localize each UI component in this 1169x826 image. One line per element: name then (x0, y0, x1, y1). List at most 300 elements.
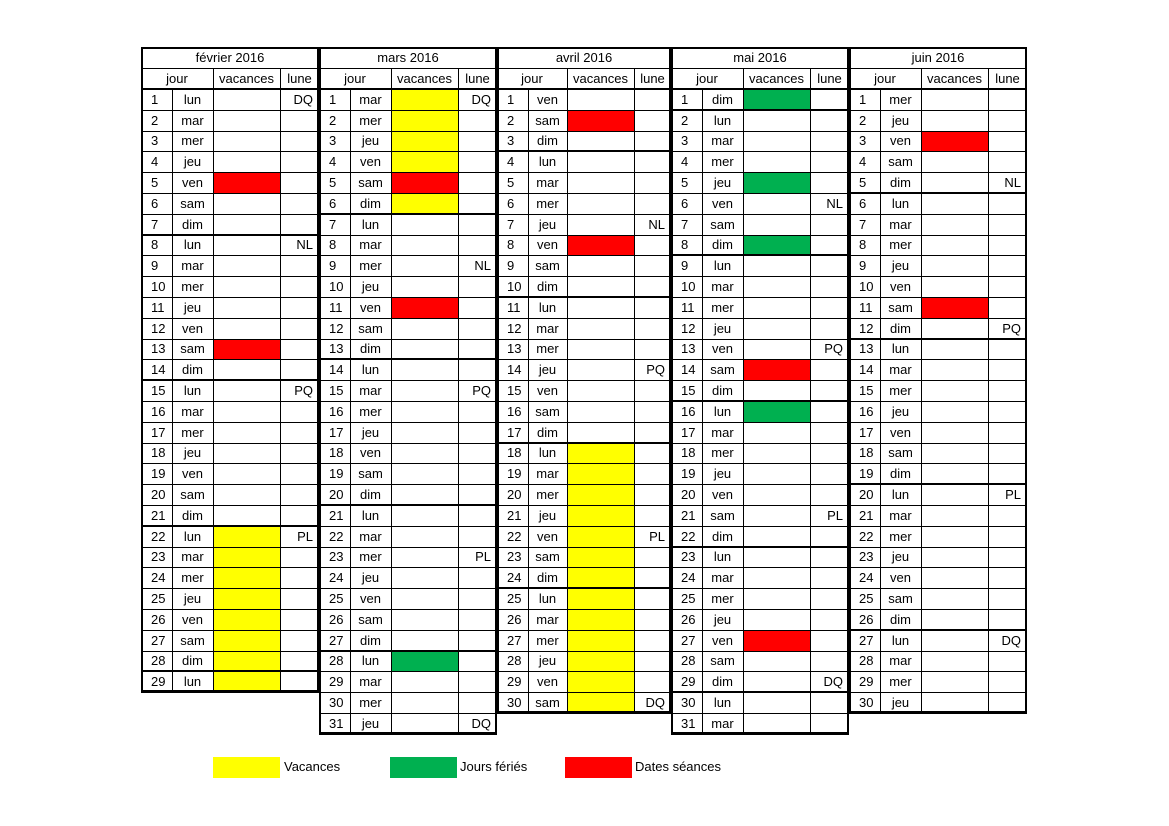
day-number: 23 (681, 549, 696, 565)
day-number: 4 (681, 154, 689, 170)
day-moon-phase (634, 172, 671, 193)
grid-line (671, 484, 849, 485)
day-number: 28 (507, 653, 522, 669)
day-moon-phase (634, 235, 671, 256)
grid-line (141, 609, 319, 610)
grid-line (319, 443, 497, 444)
grid-line (849, 151, 1027, 152)
day-weekday: jeu (361, 715, 380, 731)
day-moon-phase (810, 484, 849, 505)
grid-line (849, 110, 1027, 111)
day-number: 19 (859, 466, 874, 482)
legend (0, 757, 1169, 779)
grid-line (497, 422, 671, 423)
day-mark-seance (743, 359, 810, 380)
day-moon-phase (280, 484, 319, 505)
day-moon-phase (988, 401, 1027, 422)
day-number: 23 (507, 549, 522, 565)
grid-line (849, 68, 1027, 69)
month-title: mai 2016 (733, 50, 787, 65)
month-table (319, 47, 497, 734)
day-mark-ferie (743, 235, 810, 256)
day-moon-phase: PQ (646, 362, 665, 378)
day-weekday: ven (360, 445, 381, 461)
day-moon-phase: PQ (294, 383, 313, 399)
grid-line (141, 422, 319, 423)
grid-line (497, 401, 671, 402)
day-number: 6 (507, 195, 515, 211)
day-moon-phase (634, 463, 671, 484)
day-number: 18 (681, 445, 696, 461)
day-moon-phase (634, 380, 671, 401)
day-moon-phase (280, 318, 319, 339)
day-weekday: mer (359, 403, 382, 419)
day-moon-phase (458, 359, 497, 380)
grid-line (497, 88, 671, 90)
day-weekday: ven (360, 154, 381, 170)
day-weekday: ven (537, 383, 558, 399)
grid-line (849, 235, 1027, 236)
day-weekday: sam (358, 611, 383, 627)
day-mark-ferie (743, 401, 810, 422)
day-moon-phase (280, 193, 319, 214)
day-weekday: sam (358, 466, 383, 482)
day-weekday: lun (538, 445, 557, 461)
day-number: 5 (329, 175, 337, 191)
legend-swatch-dates-seances (565, 757, 632, 778)
grid-line (141, 339, 319, 340)
day-moon-phase (988, 609, 1027, 630)
grid-line (497, 484, 671, 485)
grid-line (671, 88, 849, 90)
day-moon-phase (458, 235, 497, 256)
grid-line (497, 442, 671, 444)
grid-line (849, 172, 1027, 173)
day-moon-phase (458, 172, 497, 193)
grid-line (497, 711, 671, 713)
day-number: 29 (507, 674, 522, 690)
day-mark-seance (743, 630, 810, 651)
day-moon-phase: DQ (823, 674, 843, 690)
day-number: 25 (507, 591, 522, 607)
grid-line (634, 68, 635, 713)
day-weekday: dim (712, 237, 733, 253)
day-moon-phase (634, 588, 671, 609)
day-number: 15 (507, 383, 522, 399)
day-moon-phase (634, 89, 671, 110)
grid-line (671, 651, 849, 652)
day-number: 26 (507, 611, 522, 627)
grid-line (849, 651, 1027, 652)
grid-line (671, 609, 849, 610)
day-weekday: sam (888, 299, 913, 315)
day-number: 18 (151, 445, 166, 461)
day-weekday: mar (889, 653, 912, 669)
day-moon-phase (988, 110, 1027, 131)
grid-line (319, 318, 497, 319)
grid-line (671, 254, 849, 256)
day-weekday: mar (889, 507, 912, 523)
day-number: 27 (507, 632, 522, 648)
grid-line (141, 670, 319, 672)
grid-line (849, 338, 1027, 340)
day-weekday: mar (711, 424, 734, 440)
day-moon-phase: NL (648, 216, 665, 232)
day-number: 7 (681, 216, 689, 232)
day-weekday: sam (710, 507, 735, 523)
grid-line (319, 47, 497, 49)
grid-line (849, 401, 1027, 402)
grid-line (141, 110, 319, 111)
day-number: 10 (151, 279, 166, 295)
day-number: 22 (151, 528, 166, 544)
day-number: 6 (681, 195, 689, 211)
grid-line (671, 463, 849, 464)
day-moon-phase (634, 567, 671, 588)
day-weekday: dim (537, 133, 558, 149)
month-title: juin 2016 (911, 50, 965, 65)
month-table (497, 47, 671, 713)
day-number: 8 (507, 237, 515, 253)
grid-line (671, 359, 849, 360)
day-mark-seance (391, 297, 458, 318)
day-moon-phase (634, 484, 671, 505)
day-number: 21 (681, 507, 696, 523)
day-weekday: jeu (891, 549, 910, 565)
grid-line (671, 214, 849, 215)
day-weekday: mer (359, 112, 382, 128)
day-number: 12 (151, 320, 166, 336)
column-header-vacances: vacances (397, 71, 452, 86)
grid-line (319, 235, 497, 236)
grid-line (671, 109, 849, 111)
day-weekday: mar (711, 570, 734, 586)
day-number: 6 (329, 195, 337, 211)
grid-line (141, 47, 143, 692)
day-weekday: mer (889, 91, 912, 107)
column-header-jour: jour (344, 71, 366, 86)
day-number: 2 (329, 112, 337, 128)
day-weekday: ven (537, 91, 558, 107)
day-number: 26 (329, 611, 344, 627)
day-number: 11 (681, 299, 695, 315)
grid-line (141, 359, 319, 360)
day-weekday: lun (713, 403, 732, 419)
day-moon-phase (458, 110, 497, 131)
grid-line (671, 422, 849, 423)
day-mark-vacances (213, 526, 280, 547)
day-mark-ferie (743, 89, 810, 110)
day-weekday: ven (890, 279, 911, 295)
day-weekday: mer (181, 133, 204, 149)
day-mark-vacances (567, 567, 634, 588)
day-moon-phase (988, 255, 1027, 276)
grid-line (319, 422, 497, 423)
column-header-jour: jour (166, 71, 188, 86)
day-number: 29 (859, 674, 874, 690)
day-mark-vacances (567, 651, 634, 672)
day-weekday: mer (711, 591, 734, 607)
day-mark-vacances (391, 131, 458, 152)
grid-line (849, 380, 1027, 381)
day-moon-phase: DQ (471, 91, 491, 107)
grid-line (849, 255, 1027, 256)
day-number: 8 (329, 237, 337, 253)
day-moon-phase (810, 297, 849, 318)
day-number: 23 (859, 549, 874, 565)
day-number: 31 (329, 715, 344, 731)
day-number: 4 (151, 154, 159, 170)
grid-line (319, 172, 497, 173)
day-number: 15 (859, 383, 874, 399)
day-moon-phase (810, 276, 849, 297)
day-number: 1 (859, 91, 867, 107)
grid-line (671, 713, 849, 714)
day-number: 27 (329, 632, 344, 648)
month-table (671, 47, 849, 734)
day-moon-phase (458, 609, 497, 630)
grid-line (319, 151, 497, 152)
day-moon-phase (458, 484, 497, 505)
day-moon-phase (634, 401, 671, 422)
day-number: 19 (151, 466, 166, 482)
day-mark-vacances (567, 588, 634, 609)
day-number: 29 (681, 674, 696, 690)
day-number: 9 (859, 258, 867, 274)
grid-line (319, 358, 497, 360)
day-weekday: dim (890, 466, 911, 482)
grid-line (671, 151, 849, 152)
grid-line (141, 172, 319, 173)
day-mark-vacances (213, 609, 280, 630)
day-number: 20 (329, 487, 344, 503)
day-mark-vacances (213, 630, 280, 651)
day-weekday: ven (890, 424, 911, 440)
day-number: 17 (151, 424, 166, 440)
legend-label-jours-feries: Jours fériés (460, 759, 528, 774)
day-weekday: ven (537, 674, 558, 690)
day-weekday: mar (359, 91, 382, 107)
day-number: 19 (507, 466, 522, 482)
grid-line (141, 276, 319, 277)
day-weekday: sam (535, 258, 560, 274)
grid-line (671, 193, 849, 194)
day-weekday: dim (537, 424, 558, 440)
day-weekday: dim (712, 674, 733, 690)
day-moon-phase (280, 214, 319, 235)
day-moon-phase (634, 339, 671, 360)
day-moon-phase (280, 567, 319, 588)
day-weekday: mar (889, 362, 912, 378)
day-number: 7 (151, 216, 159, 232)
grid-line (849, 443, 1027, 444)
day-weekday: sam (710, 362, 735, 378)
grid-line (141, 690, 319, 692)
day-weekday: lun (183, 383, 202, 399)
day-number: 24 (859, 570, 874, 586)
day-weekday: dim (537, 279, 558, 295)
day-number: 28 (151, 653, 166, 669)
day-mark-seance (921, 297, 988, 318)
day-moon-phase (280, 422, 319, 443)
day-number: 13 (151, 341, 166, 357)
day-number: 1 (681, 91, 689, 107)
day-moon-phase (458, 131, 497, 152)
day-weekday: sam (180, 487, 205, 503)
day-number: 27 (151, 632, 166, 648)
day-moon-phase (280, 443, 319, 464)
day-number: 9 (681, 258, 689, 274)
grid-line (141, 588, 319, 589)
day-number: 11 (507, 299, 521, 315)
grid-line (141, 630, 319, 631)
grid-line (141, 234, 319, 236)
day-moon-phase (458, 692, 497, 713)
grid-line (921, 68, 922, 713)
column-header-lune: lune (995, 71, 1020, 86)
day-moon-phase (458, 151, 497, 172)
day-mark-seance (391, 172, 458, 193)
day-moon-phase (810, 151, 849, 172)
day-weekday: mar (181, 403, 204, 419)
day-number: 17 (681, 424, 696, 440)
day-moon-phase (280, 505, 319, 526)
day-weekday: jeu (538, 216, 557, 232)
day-weekday: dim (890, 320, 911, 336)
day-moon-phase (988, 380, 1027, 401)
day-moon-phase (810, 609, 849, 630)
day-number: 11 (151, 299, 165, 315)
day-moon-phase: PQ (824, 341, 843, 357)
day-weekday: dim (182, 216, 203, 232)
day-weekday: mar (711, 133, 734, 149)
day-number: 20 (681, 487, 696, 503)
day-mark-vacances (567, 443, 634, 464)
column-header-vacances: vacances (749, 71, 804, 86)
grid-line (849, 505, 1027, 506)
column-header-jour: jour (874, 71, 896, 86)
month-table (849, 47, 1027, 713)
day-number: 5 (507, 175, 515, 191)
day-weekday: mer (889, 237, 912, 253)
day-weekday: ven (182, 175, 203, 191)
day-number: 15 (329, 383, 344, 399)
day-number: 9 (507, 258, 515, 274)
day-number: 4 (329, 154, 337, 170)
day-moon-phase: PL (475, 549, 491, 565)
grid-line (319, 213, 497, 215)
day-number: 16 (507, 403, 522, 419)
day-moon-phase (810, 380, 849, 401)
day-weekday: jeu (361, 424, 380, 440)
day-number: 22 (329, 528, 344, 544)
day-number: 28 (329, 653, 344, 669)
day-number: 5 (151, 175, 159, 191)
day-mark-seance (213, 172, 280, 193)
day-number: 2 (151, 112, 159, 128)
month-title: mars 2016 (377, 50, 439, 65)
grid-line (319, 692, 497, 693)
day-number: 26 (681, 611, 696, 627)
day-moon-phase (988, 339, 1027, 360)
day-moon-phase (810, 422, 849, 443)
day-mark-seance (567, 235, 634, 256)
grid-line (141, 214, 319, 215)
day-moon-phase (988, 422, 1027, 443)
day-number: 2 (859, 112, 867, 128)
day-weekday: jeu (361, 570, 380, 586)
day-weekday: jeu (538, 362, 557, 378)
grid-line (988, 68, 989, 713)
day-weekday: jeu (713, 175, 732, 191)
grid-line (671, 172, 849, 173)
day-moon-phase (634, 609, 671, 630)
day-weekday: sam (180, 195, 205, 211)
day-weekday: dim (360, 487, 381, 503)
day-moon-phase (988, 671, 1027, 692)
day-weekday: ven (890, 133, 911, 149)
day-weekday: mar (536, 611, 559, 627)
day-number: 15 (151, 383, 166, 399)
grid-line (141, 443, 319, 444)
day-weekday: ven (182, 320, 203, 336)
day-moon-phase (634, 671, 671, 692)
day-weekday: sam (180, 341, 205, 357)
day-weekday: mar (711, 279, 734, 295)
grid-line (319, 630, 497, 631)
day-weekday: lun (538, 154, 557, 170)
grid-line (141, 318, 319, 319)
day-moon-phase (280, 131, 319, 152)
grid-line (319, 297, 497, 298)
day-number: 12 (507, 320, 522, 336)
column-header-vacances: vacances (927, 71, 982, 86)
day-number: 3 (859, 133, 867, 149)
day-weekday: ven (712, 632, 733, 648)
grid-line (497, 567, 671, 568)
day-mark-vacances (391, 193, 458, 214)
day-moon-phase (988, 588, 1027, 609)
day-number: 17 (329, 424, 344, 440)
day-mark-vacances (567, 630, 634, 651)
day-moon-phase (810, 692, 849, 713)
grid-line (671, 68, 849, 69)
day-moon-phase: DQ (293, 91, 313, 107)
day-weekday: mar (536, 175, 559, 191)
day-moon-phase: PL (297, 528, 313, 544)
day-moon-phase (634, 422, 671, 443)
day-weekday: mar (711, 715, 734, 731)
grid-line (319, 276, 497, 277)
grid-line (319, 339, 497, 340)
grid-line (849, 318, 1027, 319)
grid-line (671, 630, 849, 631)
day-weekday: jeu (891, 258, 910, 274)
day-moon-phase (810, 526, 849, 547)
day-number: 3 (151, 133, 159, 149)
day-moon-phase (280, 401, 319, 422)
day-number: 28 (681, 653, 696, 669)
day-number: 12 (681, 320, 696, 336)
grid-line (319, 484, 497, 485)
grid-line (671, 588, 849, 589)
day-number: 27 (681, 632, 696, 648)
day-moon-phase: DQ (471, 715, 491, 731)
day-weekday: sam (180, 632, 205, 648)
day-weekday: ven (360, 299, 381, 315)
grid-line (319, 734, 497, 735)
day-moon-phase (810, 172, 849, 193)
